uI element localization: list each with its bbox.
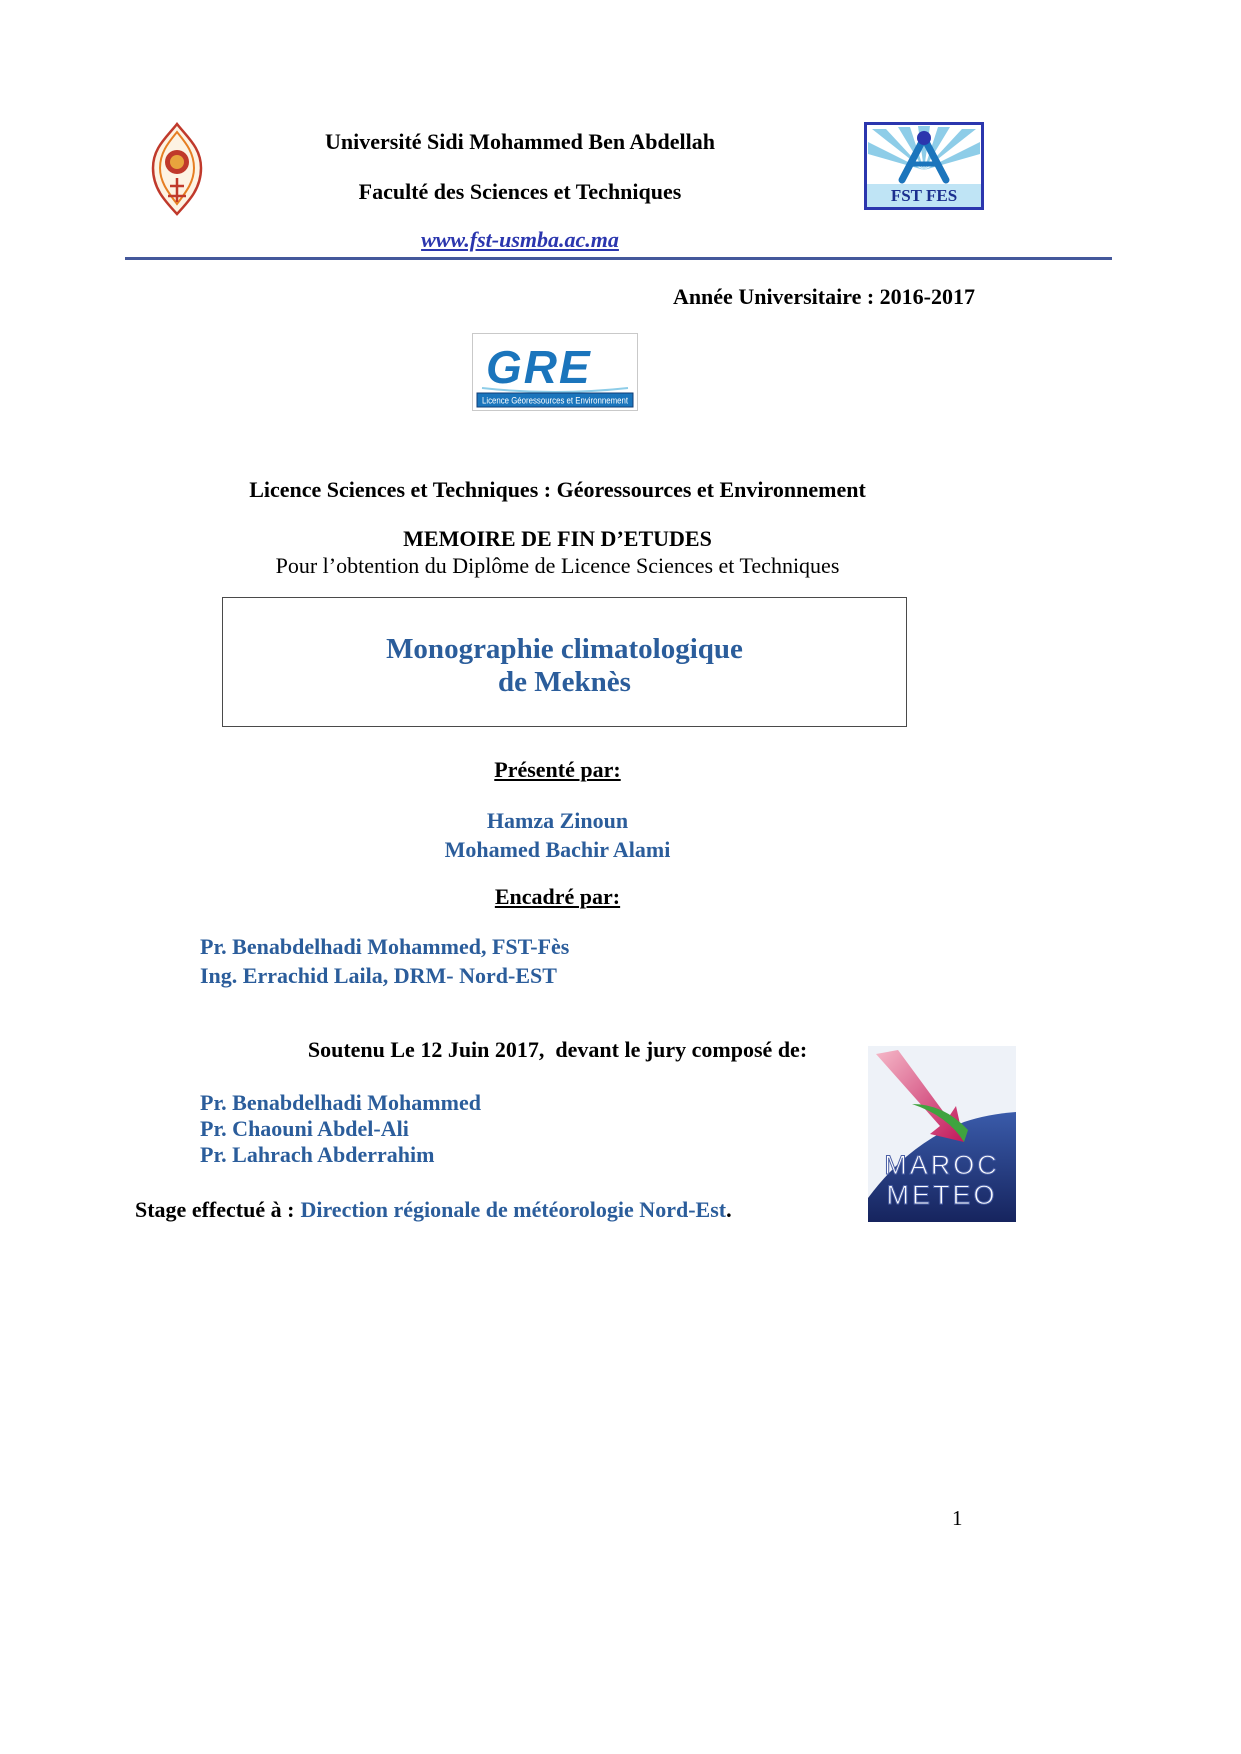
supervisor-name: Ing. Errachid Laila, DRM- Nord-EST — [200, 963, 557, 988]
thesis-title-box — [222, 597, 907, 727]
website-link[interactable]: www.fst-usmba.ac.ma — [421, 227, 619, 252]
meteo-logo-line2: METEO — [886, 1180, 998, 1210]
internship-label: Stage effectué à : — [135, 1197, 295, 1222]
internship-suffix: . — [726, 1197, 732, 1222]
supervised-by-label: Encadré par: — [494, 884, 621, 909]
supervisors-list — [200, 932, 1065, 990]
jury-member: Pr. Lahrach Abderrahim — [200, 1142, 435, 1167]
page-number: 1 — [952, 1506, 963, 1530]
meteo-logo-line1: MAROC — [884, 1150, 1000, 1180]
thesis-title-line2: de Meknès — [498, 666, 631, 698]
faculty-name: Faculté des Sciences et Techniques — [358, 179, 682, 204]
authors-list — [125, 806, 990, 864]
author-name: Mohamed Bachir Alami — [444, 837, 671, 862]
university-name: Université Sidi Mohammed Ben Abdellah — [325, 129, 715, 154]
academic-year: Année Universitaire : 2016-2017 — [672, 284, 975, 309]
gre-acronym: GRE — [486, 341, 592, 393]
author-name: Hamza Zinoun — [486, 808, 629, 833]
program-line: Licence Sciences et Techniques : Géoressources et Environnement — [249, 477, 866, 502]
memoire-subtitle: Pour l’obtention du Diplôme de Licence Sciences et Techniques — [275, 553, 840, 578]
supervisor-name: Pr. Benabdelhadi Mohammed, FST-Fès — [200, 934, 570, 959]
fst-logo-label: FST FES — [890, 186, 958, 205]
defense-line: Soutenu Le 12 Juin 2017, devant le jury composé de: — [307, 1037, 808, 1062]
content-column — [125, 0, 990, 1754]
jury-member: Pr. Chaouni Abdel-Ali — [200, 1116, 409, 1141]
memoire-title: MEMOIRE DE FIN D’ETUDES — [403, 526, 712, 551]
internship-place: Direction régionale de météorologie Nord-Est — [300, 1197, 727, 1222]
presented-by-label: Présenté par: — [494, 757, 621, 782]
thesis-title-line1: Monographie climatologique — [386, 633, 743, 665]
maroc-meteo-logo-icon — [868, 1046, 1016, 1222]
gre-banner: Licence Géoressources et Environnement — [482, 395, 629, 406]
jury-member: Pr. Benabdelhadi Mohammed — [200, 1090, 481, 1115]
maroc-meteo-logo — [868, 1046, 1016, 1227]
